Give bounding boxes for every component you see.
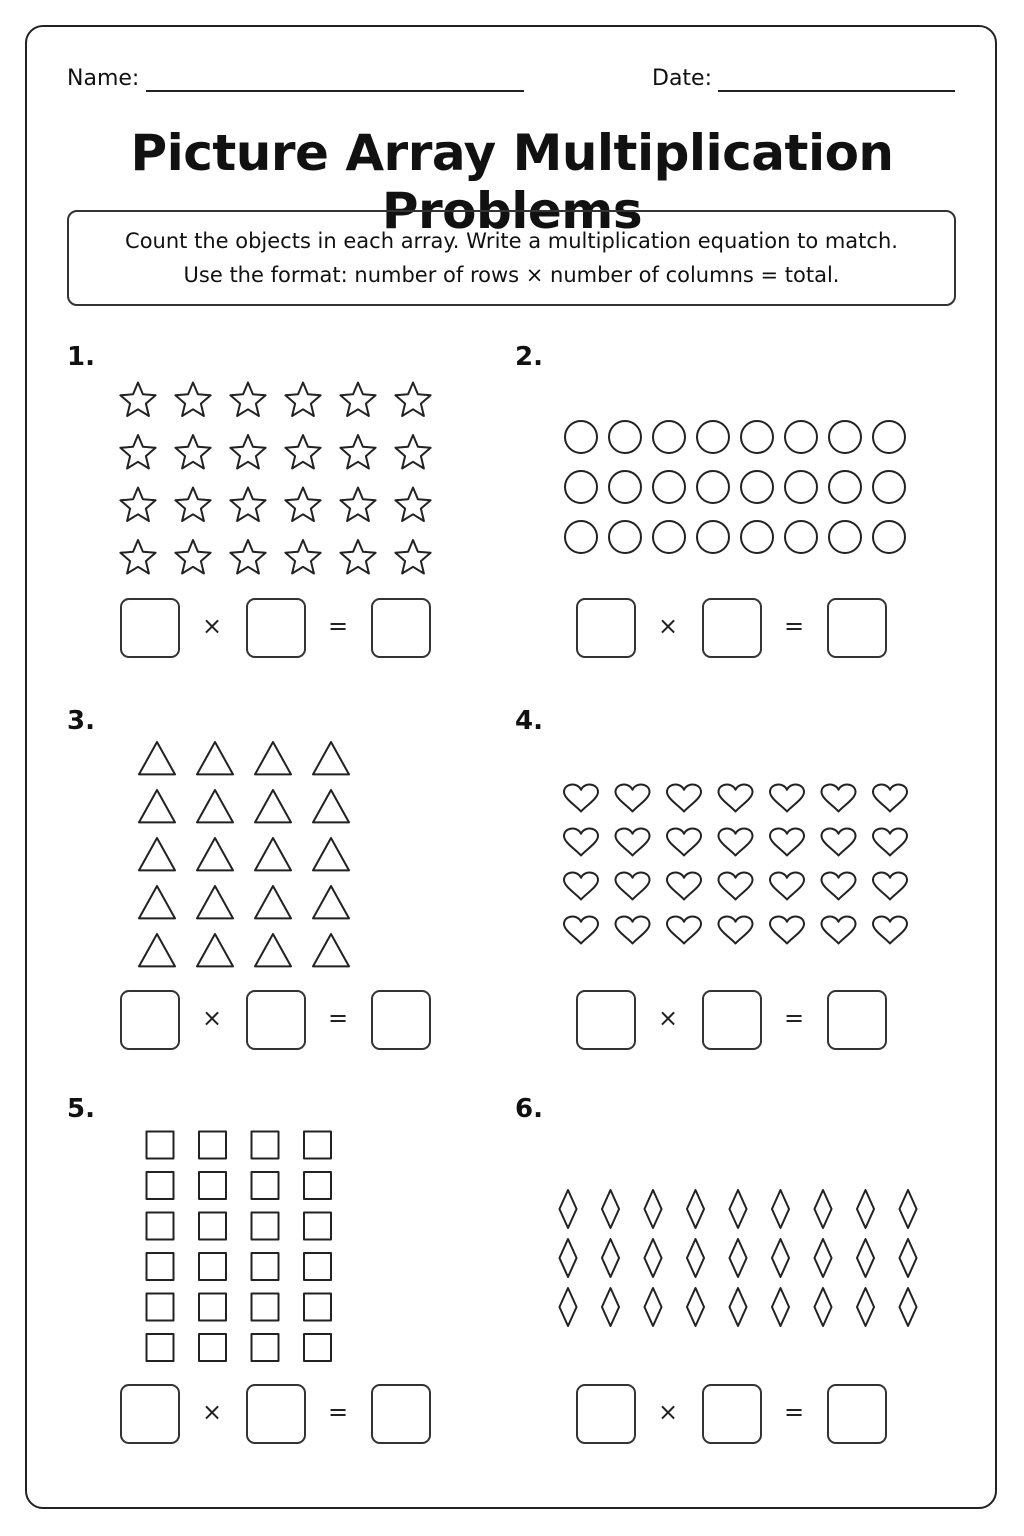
problem-6-rows-answer-box[interactable]: [576, 1384, 636, 1444]
diamond-icon: [729, 1190, 746, 1228]
problem-3-number: 3.: [67, 706, 95, 736]
equals-sign: =: [783, 612, 805, 640]
diamond-icon: [857, 1239, 874, 1277]
diamond-icon: [814, 1239, 831, 1277]
name-label: Name:: [67, 66, 140, 91]
diamond-icon: [772, 1190, 789, 1228]
equals-sign: =: [783, 1398, 805, 1426]
diamond-icon: [559, 1239, 576, 1277]
diamond-icon: [559, 1190, 576, 1228]
diamond-icon: [814, 1288, 831, 1326]
diamond-icon: [857, 1288, 874, 1326]
problem-6-total-answer-box[interactable]: [827, 1384, 887, 1444]
date-label: Date:: [652, 66, 712, 91]
diamond-icon: [899, 1288, 916, 1326]
diamond-icon: [729, 1239, 746, 1277]
problem-6-columns-answer-box[interactable]: [702, 1384, 762, 1444]
problem-5-number: 5.: [67, 1094, 95, 1124]
times-sign: ×: [201, 612, 223, 640]
diamond-icon: [687, 1239, 704, 1277]
diamond-icon: [559, 1288, 576, 1326]
problem-6-equation: [576, 1384, 888, 1446]
equals-sign: =: [327, 1004, 349, 1032]
diamond-icon: [602, 1288, 619, 1326]
equals-sign: =: [327, 1398, 349, 1426]
diamond-icon: [772, 1288, 789, 1326]
diamond-icon: [687, 1190, 704, 1228]
page-title: Picture Array Multiplication Problems: [130, 124, 894, 240]
diamond-icon: [729, 1288, 746, 1326]
diamond-icon: [644, 1239, 661, 1277]
diamond-icon: [602, 1190, 619, 1228]
diamond-icon: [772, 1239, 789, 1277]
times-sign: ×: [657, 612, 679, 640]
equals-sign: =: [327, 612, 349, 640]
diamond-icon: [857, 1190, 874, 1228]
diamond-icon: [644, 1190, 661, 1228]
diamond-icon: [814, 1190, 831, 1228]
diamond-icon: [602, 1239, 619, 1277]
problem-2-number: 2.: [515, 342, 543, 372]
times-sign: ×: [657, 1398, 679, 1426]
diamond-icon: [899, 1239, 916, 1277]
times-sign: ×: [657, 1004, 679, 1032]
times-sign: ×: [201, 1004, 223, 1032]
problem-6-number: 6.: [515, 1094, 543, 1124]
problem-4-number: 4.: [515, 706, 543, 736]
diamond-icon: [644, 1288, 661, 1326]
equals-sign: =: [783, 1004, 805, 1032]
instructions-line-2: Use the format: number of rows × number of columns = total.: [183, 263, 840, 287]
problem-1-number: 1.: [67, 342, 95, 372]
instructions-line-1: Count the objects in each array. Write a multiplication equation to match.: [125, 229, 898, 253]
diamond-icon: [687, 1288, 704, 1326]
times-sign: ×: [201, 1398, 223, 1426]
diamond-icon: [899, 1190, 916, 1228]
